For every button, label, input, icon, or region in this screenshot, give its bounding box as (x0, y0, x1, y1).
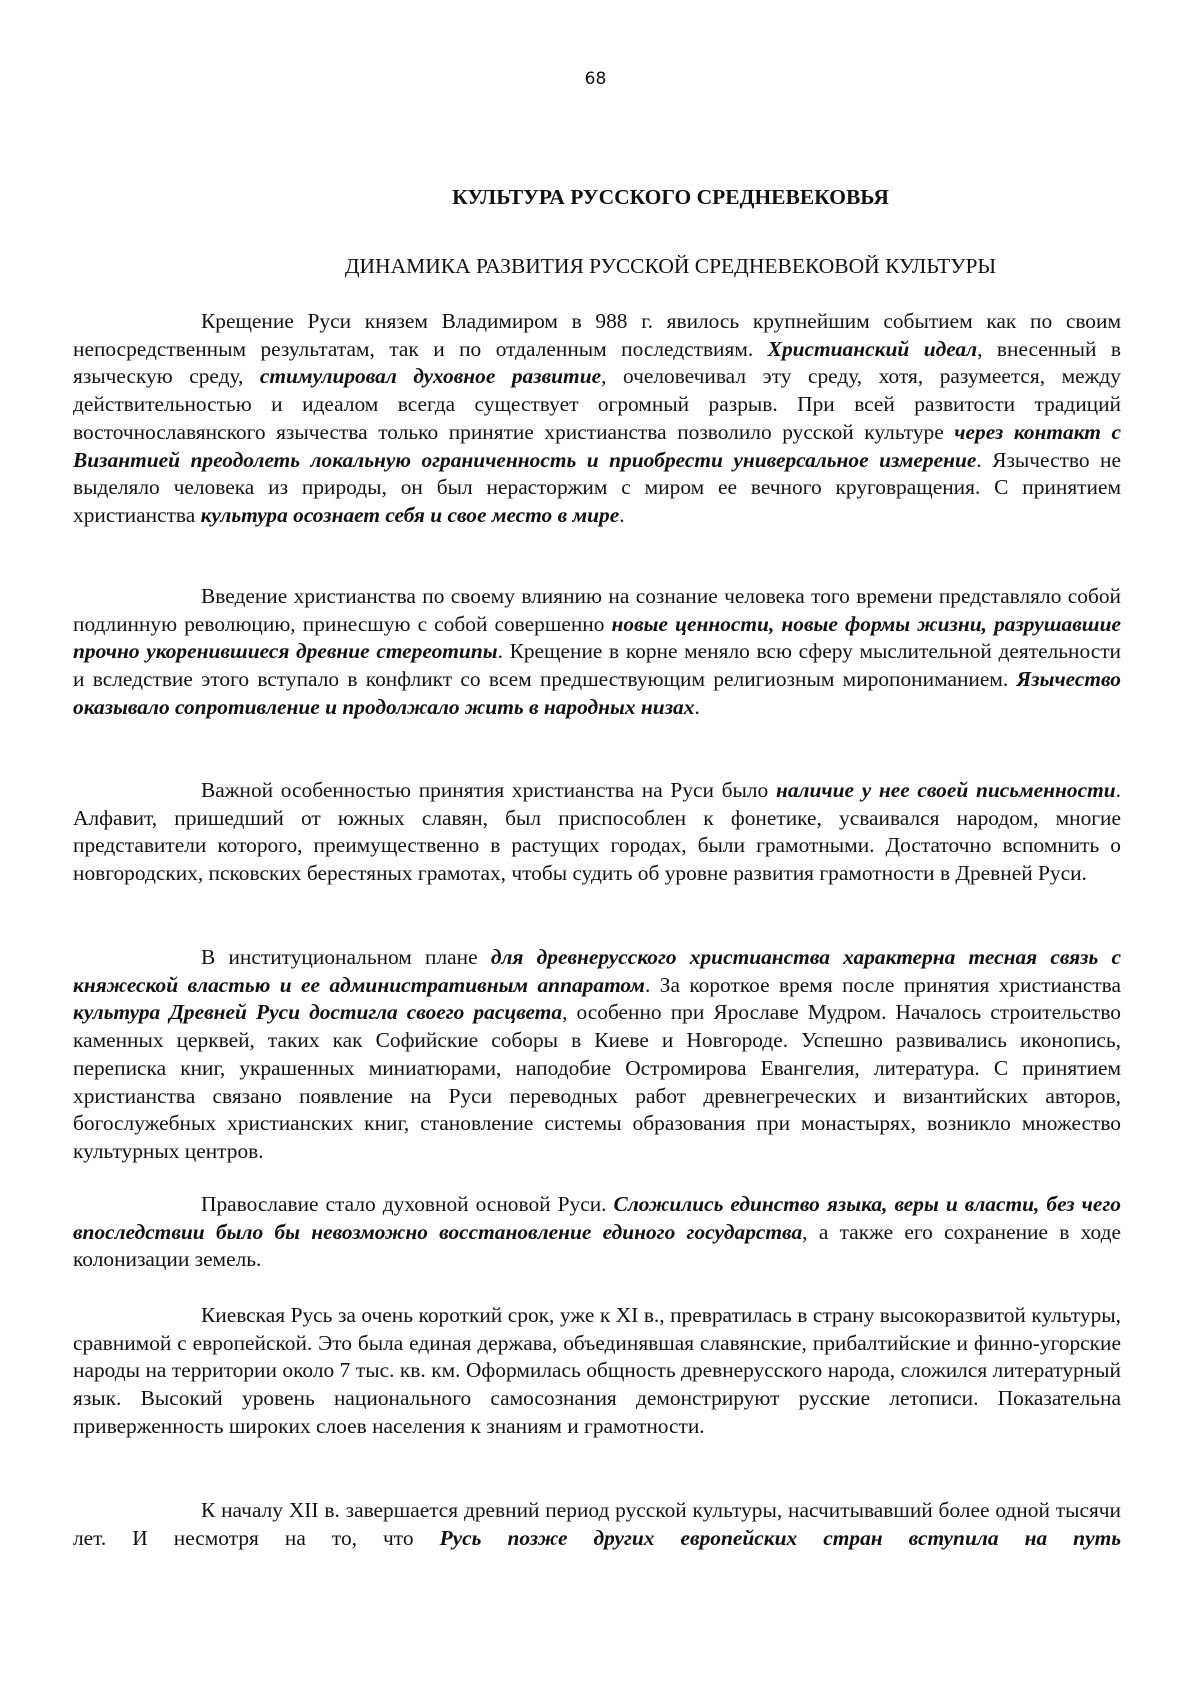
emphasized-text: для древнерусского христианства характерна тесная связь с княжеской властью и ее административным аппаратом (73, 945, 1121, 997)
paragraph-text: . Крещение в корне меняло всю сферу мыслительной деятельности и вследствие этого вступало в конфликт со всем предшествующим религиозным миропониманием. (73, 639, 1121, 692)
emphasized-text: новые ценности, новые формы жизни, разрушавшие прочно укоренившиеся древние стереотипы (73, 611, 1121, 664)
paragraph-text: Важной особенностью принятия христианства на Руси было (201, 778, 776, 802)
paragraph-orthodoxy (73, 1191, 1121, 1274)
paragraph-kievan-rus (73, 1302, 1121, 1441)
paragraph-text: , внесенный в языческую среду, (73, 336, 1121, 389)
paragraph-text: . (694, 694, 700, 719)
paragraph-text: , а также его сохранение в ходе колонизации земель. (73, 1219, 1121, 1272)
paragraph-writing-system (73, 777, 1121, 888)
emphasized-text: наличие у нее своей письменности (775, 778, 1116, 802)
page-number: 68 (584, 69, 607, 89)
emphasized-text: Сложились единство языка, веры и власти, без чего впоследствии было бы невозможно восстановление единого государства (73, 1192, 1121, 1244)
emphasized-text: Язычество оказывало сопротивление и продолжало жить в народных низах (73, 667, 1121, 719)
paragraph-text: . За короткое время после принятия христианства (644, 972, 1121, 997)
emphasized-text: Христианский идеал (767, 336, 978, 361)
paragraph-text: . (619, 502, 625, 527)
section-subtitle: ДИНАМИКА РАЗВИТИЯ РУССКОЙ СРЕДНЕВЕКОВОЙ КУЛЬТУРЫ (344, 254, 997, 278)
emphasized-text: культура осознает себя и свое место в мире (200, 502, 620, 527)
emphasized-text: стимулировал духовное развитие (259, 364, 602, 389)
emphasized-text: Русь позже других европейских стран вступила на путь (439, 1525, 1121, 1550)
paragraph-text: В институциональном плане (201, 945, 491, 969)
paragraph-text: , очеловечивал эту среду, хотя, разумеется, между действительностью и идеалом всегда существует огромный разрыв. При всей развитости традиций восточнославянского язычества только принятие христианства позволило русской культуре (73, 364, 1121, 444)
paragraph-text: . Язычество не выделяло человека из природы, он был нерасторжим с миром ее вечного круговращения. С принятием христианства (73, 447, 1121, 527)
paragraph-text: , особенно при Ярославе Мудром. Началось строительство каменных церквей, таких как Софийские соборы в Киеве и Новгороде. Успешно развивались иконопись, переписка книг, украшенных миниатюрами, наподобие Остромирова Евангелия, литература. С принятием христианства связано появление на Руси переводных работ древнегреческих и византийских авторов, богослужебных христианских книг, становление системы образования при монастырях, возникло множество культурных центров. (73, 1000, 1121, 1163)
paragraph-baptism-of-rus (73, 308, 1121, 530)
paragraph-text: К началу XII в. завершается древний период русской культуры, насчитывавший более одной тысячи лет. И несмотря на то, что (73, 1498, 1121, 1550)
paragraph-text: Введение христианства по своему влиянию на сознание человека того времени представляло собой подлинную революцию, принесшую с собой совершенно (73, 584, 1121, 636)
page-title: КУЛЬТУРА РУССКОГО СРЕДНЕВЕКОВЬЯ (452, 185, 889, 209)
paragraph-text: Православие стало духовной основой Руси. (201, 1192, 614, 1216)
paragraph-introduction-of-christianity (73, 583, 1121, 722)
paragraph-twelfth-century (73, 1497, 1121, 1552)
paragraph-text: . Алфавит, пришедший от южных славян, был приспособлен к фонетике, усваивался народом, многие представители которого, преимущественно в растущих городах, были грамотными. Достаточно вспомнить о новгородских, псковских берестяных грамотах, чтобы судить об уровне развития грамотности в Древней Руси. (73, 778, 1121, 886)
emphasized-text: культура Древней Руси достигла своего расцвета (73, 1000, 563, 1025)
paragraph-text: Киевская Русь за очень короткий срок, уже к XI в., превратилась в страну высокоразвитой культуры, сравнимой с европейской. Это была единая держава, объединявшая славянские, прибалтийские и финно-угорские народы на территории около 7 тыс. кв. км. Оформилась общность древнерусского народа, сложился литературный язык. Высокий уровень национального самосознания демонстрируют русские летописи. Показательна приверженность широких слоев населения к знаниям и грамотности. (73, 1303, 1121, 1438)
paragraph-institutional-plane (73, 944, 1121, 1166)
emphasized-text: через контакт с Византией преодолеть локальную ограниченность и приобрести универсальное измерение (73, 419, 1121, 472)
paragraph-text: Крещение Руси князем Владимиром в 988 г. явилось крупнейшим событием как по своим непосредственным результатам, так и по отдаленным последствиям. (73, 309, 1121, 361)
